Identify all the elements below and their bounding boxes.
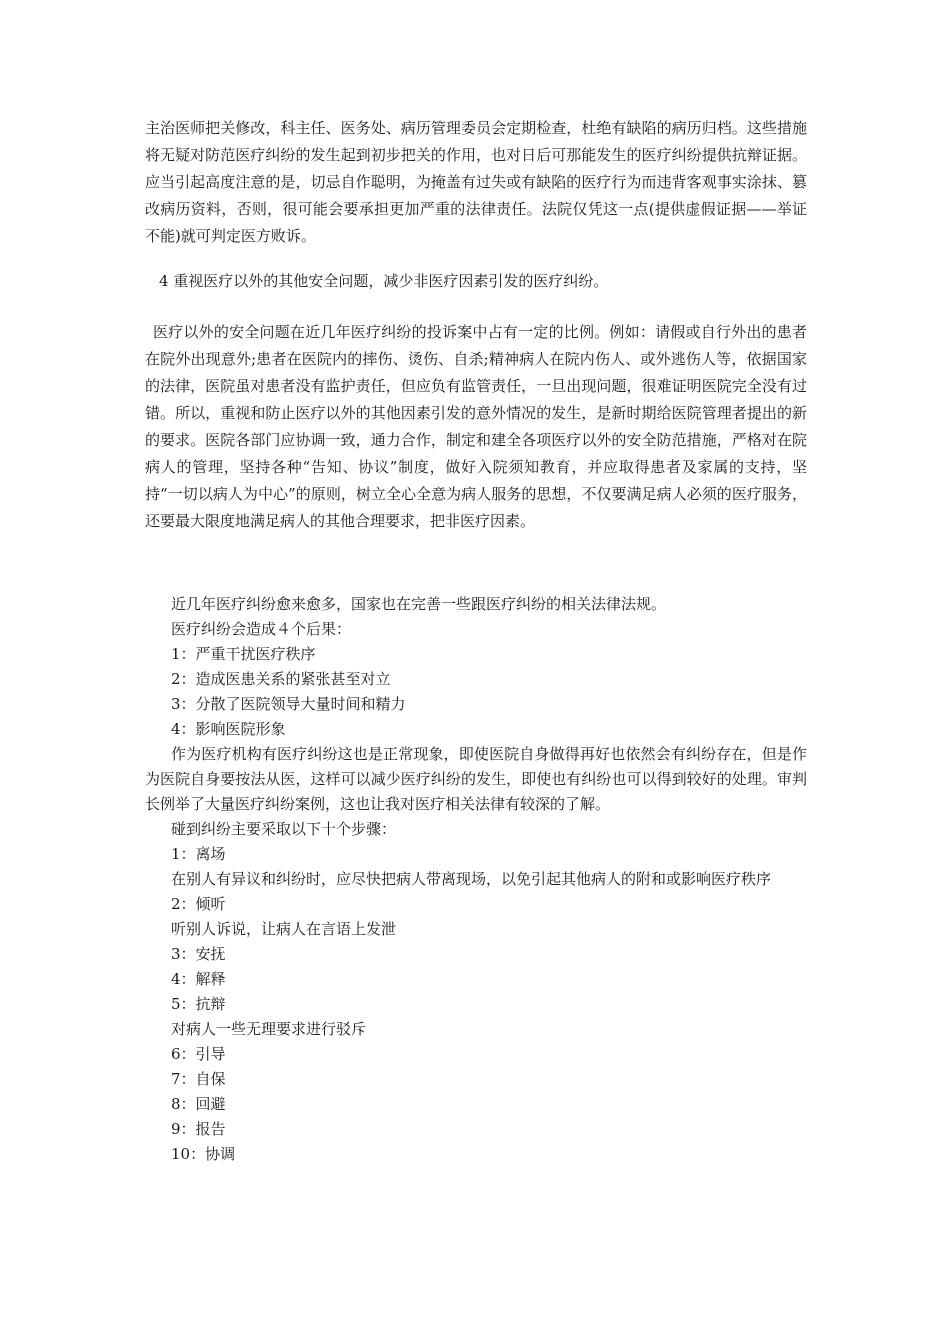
- list-item: 1：离场: [171, 845, 226, 863]
- list-item: 10：协调: [171, 1145, 236, 1163]
- list-item: 6：引导: [171, 1045, 226, 1063]
- list-item: 4：解释: [171, 970, 226, 988]
- list-item: 3：分散了医院领导大量时间和精力: [171, 695, 406, 713]
- dispute-steps-section: [145, 592, 807, 1167]
- list-item: 1：严重干扰医疗秩序: [171, 645, 316, 663]
- list-item: 7：自保: [171, 1070, 226, 1088]
- text-line: 作为医疗机构有医疗纠纷这也是正常现象，即使医院自身做得再好也依然会有纠纷存在，但是作为医院自身要按法从医，这样可以减少医疗纠纷的发生，即使也有纠纷也可以得到较好的处理。审判长例举了大量医疗纠纷案例，这也让我对医疗相关法律有较深的了解。: [145, 745, 807, 813]
- text-line: 近几年医疗纠纷愈来愈多，国家也在完善一些跟医疗纠纷的相关法律法规。: [171, 595, 667, 613]
- text-line: 碰到纠纷主要采取以下十个步骤：: [171, 820, 397, 838]
- list-item: 2：造成医患关系的紧张甚至对立: [171, 670, 391, 688]
- section-heading-4: 4 重视医疗以外的其他安全问题，减少非医疗因素引发的医疗纠纷。: [159, 272, 609, 290]
- text-line: 对病人一些无理要求进行驳斥: [171, 1020, 367, 1038]
- paragraph-non-medical-safety: 医疗以外的安全问题在近几年医疗纠纷的投诉案中占有一定的比例。例如：请假或自行外出的患者在院外出现意外;患者在医院内的摔伤、烫伤、自杀;精神病人在院内伤人、或外逃伤人等，依据国家的法律，医院虽对患者没有监护责任，但应负有监管责任，一旦出现问题，很难证明医院完全没有过错。所以，重视和防止医疗以外的其他因素引发的意外情况的发生，是新时期给医院管理者提出的新的要求。医院各部门应协调一致，通力合作，制定和建全各项医疗以外的安全防范措施，严格对在院病人的管理，坚持各种“告知、协议”制度，做好入院须知教育，并应取得患者及家属的支持，坚持“一切以病人为中心”的原则，树立全心全意为病人服务的思想，不仅要满足病人必须的医疗服务，还要最大限度地满足病人的其他合理要求，把非医疗因素。: [145, 323, 807, 530]
- list-item: 3：安抚: [171, 945, 226, 963]
- list-item: 2：倾听: [171, 895, 226, 913]
- list-item: 4：影响医院形象: [171, 720, 286, 738]
- text-line: 医疗纠纷会造成４个后果：: [171, 620, 352, 638]
- list-item: 9：报告: [171, 1120, 226, 1138]
- text-line: 听别人诉说，让病人在言语上发泄: [171, 920, 397, 938]
- list-item: 8：回避: [171, 1095, 226, 1113]
- text-line: 在别人有异议和纠纷时，应尽快把病人带离现场，以免引起其他病人的附和或影响医疗秩序: [171, 870, 772, 888]
- list-item: 5：抗辩: [171, 995, 226, 1013]
- paragraph-medical-records: 主治医师把关修改，科主任、医务处、病历管理委员会定期检查，杜绝有缺陷的病历归档。这些措施将无疑对防范医疗纠纷的发生起到初步把关的作用，也对日后可那能发生的医疗纠纷提供抗辩证据。应当引起高度注意的是，切忌自作聪明，为掩盖有过失或有缺陷的医疗行为而违背客观事实涂抹、篡改病历资料，否则，很可能会要承担更加严重的法律责任。法院仅凭这一点(提供虚假证据——举证不能)就可判定医方败诉。: [145, 119, 807, 245]
